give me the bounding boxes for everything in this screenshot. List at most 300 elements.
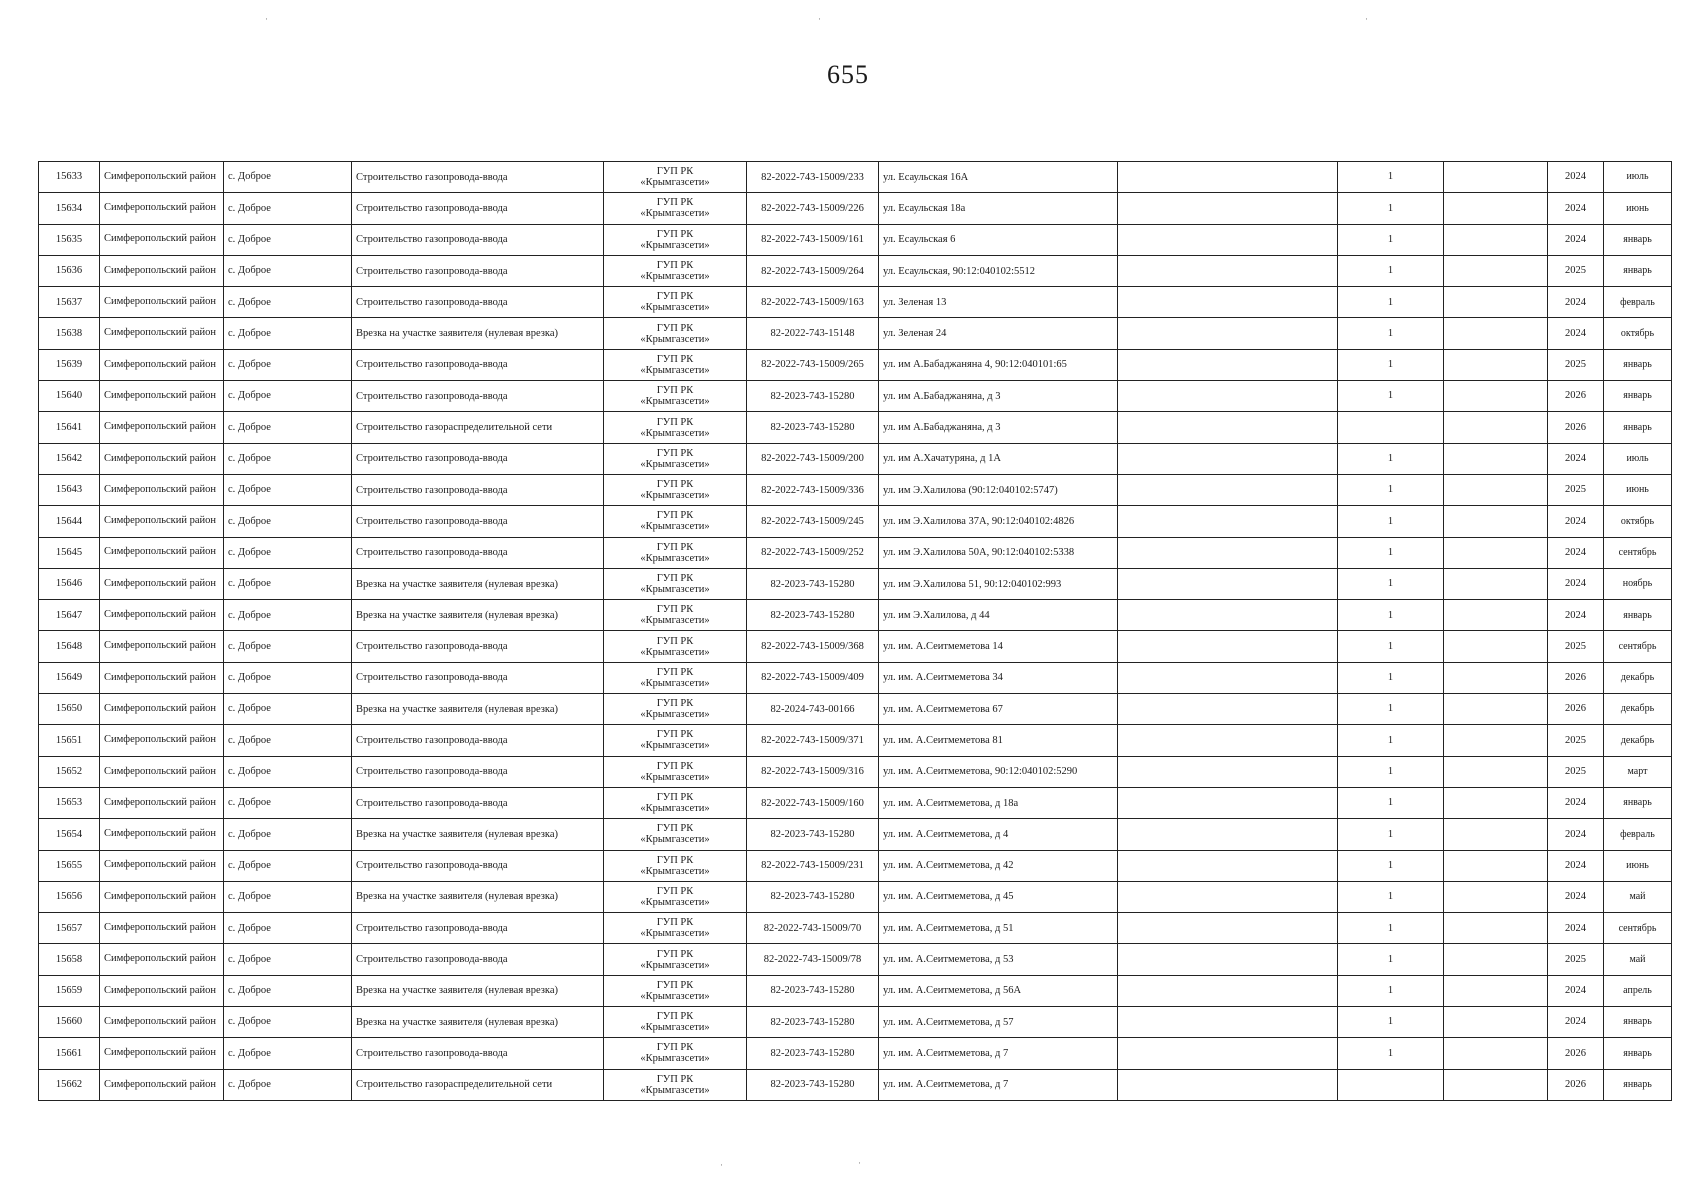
contract-number-cell: 82-2022-743-15009/160 bbox=[747, 787, 879, 818]
empty-cell bbox=[1444, 1069, 1548, 1100]
organization-name: ГУП РК bbox=[656, 573, 694, 584]
empty-cell bbox=[1444, 1007, 1548, 1038]
row-id-cell: 15657 bbox=[39, 913, 100, 944]
table-row bbox=[39, 631, 1672, 662]
district-cell: Симферопольский район bbox=[100, 662, 224, 693]
organization-name: ГУП РК bbox=[656, 166, 694, 178]
quantity-cell: 1 bbox=[1338, 381, 1444, 412]
settlement-cell: с. Доброе bbox=[224, 694, 352, 725]
empty-cell bbox=[1118, 756, 1338, 787]
contract-number-cell: 82-2023-743-15280 bbox=[747, 600, 879, 631]
settlement-cell: с. Доброе bbox=[224, 881, 352, 912]
organization-cell bbox=[604, 756, 747, 787]
contract-number-cell: 82-2023-743-15280 bbox=[747, 1007, 879, 1038]
month-cell: март bbox=[1604, 756, 1672, 787]
organization-cell bbox=[604, 944, 747, 975]
contract-number-cell: 82-2023-743-15280 bbox=[747, 381, 879, 412]
year-cell: 2025 bbox=[1548, 725, 1604, 756]
table-body bbox=[39, 162, 1672, 1101]
organization-name: ГУП РК bbox=[656, 948, 694, 960]
month-cell: февраль bbox=[1604, 819, 1672, 850]
address-cell: ул. им А.Бабаджаняна, д 3 bbox=[879, 381, 1118, 412]
organization-name: ГУП РК bbox=[656, 228, 694, 240]
table-row bbox=[39, 162, 1672, 193]
contract-number-cell: 82-2024-743-00166 bbox=[747, 694, 879, 725]
year-cell: 2026 bbox=[1548, 381, 1604, 412]
empty-cell bbox=[1118, 224, 1338, 255]
address-cell: ул. им. А.Сеитмеметова, д 18а bbox=[879, 787, 1118, 818]
empty-cell bbox=[1444, 913, 1548, 944]
organization-company: «Крымгазсети» bbox=[640, 584, 710, 595]
quantity-cell: 1 bbox=[1338, 568, 1444, 599]
month-cell: июнь bbox=[1604, 474, 1672, 505]
work-type-cell: Строительство газопровода-ввода bbox=[352, 506, 604, 537]
settlement-cell: с. Доброе bbox=[224, 193, 352, 224]
organization-cell bbox=[604, 287, 747, 318]
empty-cell bbox=[1444, 881, 1548, 912]
year-cell: 2024 bbox=[1548, 1007, 1604, 1038]
organization-company: «Крымгазсети» bbox=[640, 928, 710, 940]
organization-cell bbox=[604, 255, 747, 286]
organization-cell bbox=[604, 1069, 747, 1100]
table-row bbox=[39, 381, 1672, 412]
organization-cell bbox=[604, 318, 747, 349]
work-type-cell: Строительство газопровода-ввода bbox=[352, 850, 604, 881]
contract-number-cell: 82-2022-743-15009/252 bbox=[747, 537, 879, 568]
year-cell: 2024 bbox=[1548, 537, 1604, 568]
contract-number-cell: 82-2022-743-15009/371 bbox=[747, 725, 879, 756]
work-type-cell: Строительство газопровода-ввода bbox=[352, 787, 604, 818]
contract-number-cell: 82-2022-743-15009/368 bbox=[747, 631, 879, 662]
organization-name: ГУП РК bbox=[656, 698, 694, 710]
work-type-cell: Строительство газопровода-ввода bbox=[352, 631, 604, 662]
settlement-cell: с. Доброе bbox=[224, 1069, 352, 1100]
row-id-cell: 15661 bbox=[39, 1038, 100, 1069]
organization-company: «Крымгазсети» bbox=[640, 646, 710, 658]
district-cell: Симферопольский район bbox=[100, 725, 224, 756]
organization-cell bbox=[604, 725, 747, 756]
settlement-cell: с. Доброе bbox=[224, 255, 352, 286]
quantity-cell: 1 bbox=[1338, 881, 1444, 912]
empty-cell bbox=[1118, 474, 1338, 505]
empty-cell bbox=[1444, 1038, 1548, 1069]
month-cell: январь bbox=[1604, 1069, 1672, 1100]
empty-cell bbox=[1118, 819, 1338, 850]
quantity-cell: 1 bbox=[1338, 913, 1444, 944]
work-type-cell: Строительство газопровода-ввода bbox=[352, 944, 604, 975]
work-type-cell: Строительство газопровода-ввода bbox=[352, 287, 604, 318]
table-row bbox=[39, 506, 1672, 537]
empty-cell bbox=[1118, 255, 1338, 286]
contract-number-cell: 82-2023-743-15280 bbox=[747, 819, 879, 850]
empty-cell bbox=[1118, 287, 1338, 318]
empty-cell bbox=[1118, 881, 1338, 912]
month-cell: июль bbox=[1604, 443, 1672, 474]
organization-company: «Крымгазсети» bbox=[640, 803, 710, 815]
organization-name: ГУП РК bbox=[656, 353, 694, 365]
district-cell: Симферопольский район bbox=[100, 1007, 224, 1038]
page-number: 655 bbox=[827, 60, 869, 89]
organization-name: ГУП РК bbox=[656, 760, 694, 772]
organization-cell bbox=[604, 787, 747, 818]
organization-company: «Крымгазсети» bbox=[640, 677, 710, 689]
row-id-cell: 15642 bbox=[39, 443, 100, 474]
district-cell: Симферопольский район bbox=[100, 381, 224, 412]
table-row bbox=[39, 349, 1672, 380]
organization-name: ГУП РК bbox=[656, 479, 694, 491]
year-cell: 2024 bbox=[1548, 162, 1604, 193]
address-cell: ул. им Э.Халилова 51, 90:12:040102:993 bbox=[879, 568, 1118, 599]
empty-cell bbox=[1118, 787, 1338, 818]
empty-cell bbox=[1118, 1069, 1338, 1100]
organization-company: «Крымгазсети» bbox=[640, 177, 710, 189]
empty-cell bbox=[1444, 819, 1548, 850]
organization-cell bbox=[604, 412, 747, 443]
organization-name: ГУП РК bbox=[656, 322, 694, 334]
organization-cell bbox=[604, 381, 747, 412]
year-cell: 2026 bbox=[1548, 662, 1604, 693]
table-row bbox=[39, 537, 1672, 568]
month-cell: январь bbox=[1604, 600, 1672, 631]
organization-cell bbox=[604, 850, 747, 881]
organization-company: «Крымгазсети» bbox=[640, 1084, 710, 1096]
settlement-cell: с. Доброе bbox=[224, 787, 352, 818]
work-type-cell: Строительство газораспределительной сети bbox=[352, 1069, 604, 1100]
address-cell: ул. им. А.Сеитмеметова 81 bbox=[879, 725, 1118, 756]
row-id-cell: 15655 bbox=[39, 850, 100, 881]
table-row bbox=[39, 287, 1672, 318]
settlement-cell: с. Доброе bbox=[224, 1038, 352, 1069]
settlement-cell: с. Доброе bbox=[224, 443, 352, 474]
district-cell: Симферопольский район bbox=[100, 287, 224, 318]
table-row bbox=[39, 662, 1672, 693]
organization-cell bbox=[604, 881, 747, 912]
settlement-cell: с. Доброе bbox=[224, 318, 352, 349]
work-type-cell: Строительство газопровода-ввода bbox=[352, 725, 604, 756]
year-cell: 2025 bbox=[1548, 255, 1604, 286]
month-cell: декабрь bbox=[1604, 725, 1672, 756]
year-cell: 2024 bbox=[1548, 819, 1604, 850]
empty-cell bbox=[1444, 506, 1548, 537]
month-cell: июнь bbox=[1604, 193, 1672, 224]
settlement-cell: с. Доброе bbox=[224, 662, 352, 693]
work-type-cell: Врезка на участке заявителя (нулевая врезка) bbox=[352, 568, 604, 599]
district-cell: Симферопольский район bbox=[100, 412, 224, 443]
address-cell: ул. им. А.Сеитмеметова 67 bbox=[879, 694, 1118, 725]
row-id-cell: 15644 bbox=[39, 506, 100, 537]
organization-company: «Крымгазсети» bbox=[640, 239, 710, 251]
district-cell: Симферопольский район bbox=[100, 537, 224, 568]
row-id-cell: 15649 bbox=[39, 662, 100, 693]
district-cell: Симферопольский район bbox=[100, 162, 224, 193]
row-id-cell: 15635 bbox=[39, 224, 100, 255]
table-row bbox=[39, 787, 1672, 818]
district-cell: Симферопольский район bbox=[100, 568, 224, 599]
district-cell: Симферопольский район bbox=[100, 975, 224, 1006]
organization-company: «Крымгазсети» bbox=[640, 364, 710, 376]
contract-number-cell: 82-2022-743-15148 bbox=[747, 318, 879, 349]
settlement-cell: с. Доброе bbox=[224, 224, 352, 255]
empty-cell bbox=[1118, 506, 1338, 537]
quantity-cell: 1 bbox=[1338, 287, 1444, 318]
work-type-cell: Врезка на участке заявителя (нулевая врезка) bbox=[352, 600, 604, 631]
scan-speck: · bbox=[858, 1158, 861, 1168]
work-type-cell: Строительство газопровода-ввода bbox=[352, 474, 604, 505]
year-cell: 2024 bbox=[1548, 975, 1604, 1006]
empty-cell bbox=[1118, 850, 1338, 881]
address-cell: ул. им Э.Халилова 37А, 90:12:040102:4826 bbox=[879, 506, 1118, 537]
month-cell: январь bbox=[1604, 787, 1672, 818]
organization-company: «Крымгазсети» bbox=[640, 521, 710, 533]
district-cell: Симферопольский район bbox=[100, 1069, 224, 1100]
district-cell: Симферопольский район bbox=[100, 913, 224, 944]
quantity-cell: 1 bbox=[1338, 349, 1444, 380]
district-cell: Симферопольский район bbox=[100, 349, 224, 380]
organization-company: «Крымгазсети» bbox=[640, 865, 710, 877]
month-cell: сентябрь bbox=[1604, 913, 1672, 944]
organization-company: «Крымгазсети» bbox=[640, 427, 710, 439]
organization-cell bbox=[604, 913, 747, 944]
settlement-cell: с. Доброе bbox=[224, 756, 352, 787]
organization-company: «Крымгазсети» bbox=[640, 396, 710, 408]
organization-cell bbox=[604, 600, 747, 631]
scan-speck: · bbox=[265, 14, 268, 24]
organization-cell bbox=[604, 537, 747, 568]
settlement-cell: с. Доброе bbox=[224, 412, 352, 443]
district-cell: Симферопольский район bbox=[100, 694, 224, 725]
empty-cell bbox=[1118, 694, 1338, 725]
organization-cell bbox=[604, 1038, 747, 1069]
row-id-cell: 15638 bbox=[39, 318, 100, 349]
row-id-cell: 15660 bbox=[39, 1007, 100, 1038]
organization-name: ГУП РК bbox=[656, 666, 694, 678]
district-cell: Симферопольский район bbox=[100, 318, 224, 349]
empty-cell bbox=[1444, 162, 1548, 193]
quantity-cell: 1 bbox=[1338, 694, 1444, 725]
row-id-cell: 15651 bbox=[39, 725, 100, 756]
address-cell: ул. им Э.Халилова 50А, 90:12:040102:5338 bbox=[879, 537, 1118, 568]
organization-cell bbox=[604, 975, 747, 1006]
organization-name: ГУП РК bbox=[656, 1042, 694, 1054]
year-cell: 2024 bbox=[1548, 787, 1604, 818]
empty-cell bbox=[1118, 537, 1338, 568]
contract-number-cell: 82-2023-743-15280 bbox=[747, 881, 879, 912]
organization-cell bbox=[604, 694, 747, 725]
contract-number-cell: 82-2022-743-15009/161 bbox=[747, 224, 879, 255]
contract-number-cell: 82-2022-743-15009/264 bbox=[747, 255, 879, 286]
quantity-cell: 1 bbox=[1338, 631, 1444, 662]
quantity-cell: 1 bbox=[1338, 944, 1444, 975]
empty-cell bbox=[1444, 443, 1548, 474]
month-cell: январь bbox=[1604, 412, 1672, 443]
organization-company: «Крымгазсети» bbox=[640, 834, 710, 846]
empty-cell bbox=[1118, 193, 1338, 224]
organization-name: ГУП РК bbox=[656, 979, 694, 991]
district-cell: Симферопольский район bbox=[100, 193, 224, 224]
address-cell: ул. им. А.Сеитмеметова, 90:12:040102:5290 bbox=[879, 756, 1118, 787]
empty-cell bbox=[1444, 568, 1548, 599]
year-cell: 2026 bbox=[1548, 412, 1604, 443]
year-cell: 2025 bbox=[1548, 349, 1604, 380]
district-cell: Симферопольский район bbox=[100, 224, 224, 255]
contract-number-cell: 82-2023-743-15280 bbox=[747, 975, 879, 1006]
quantity-cell: 1 bbox=[1338, 318, 1444, 349]
work-type-cell: Строительство газораспределительной сети bbox=[352, 412, 604, 443]
settlement-cell: с. Доброе bbox=[224, 537, 352, 568]
organization-cell bbox=[604, 443, 747, 474]
contract-number-cell: 82-2022-743-15009/231 bbox=[747, 850, 879, 881]
settlement-cell: с. Доброе bbox=[224, 381, 352, 412]
address-cell: ул. Есаульская 6 bbox=[879, 224, 1118, 255]
table-row bbox=[39, 318, 1672, 349]
address-cell: ул. Зеленая 24 bbox=[879, 318, 1118, 349]
organization-name: ГУП РК bbox=[656, 729, 694, 741]
settlement-cell: с. Доброе bbox=[224, 725, 352, 756]
organization-company: «Крымгазсети» bbox=[640, 771, 710, 783]
month-cell: сентябрь bbox=[1604, 537, 1672, 568]
empty-cell bbox=[1444, 756, 1548, 787]
quantity-cell: 1 bbox=[1338, 850, 1444, 881]
year-cell: 2026 bbox=[1548, 1069, 1604, 1100]
table-row bbox=[39, 850, 1672, 881]
work-type-cell: Врезка на участке заявителя (нулевая врезка) bbox=[352, 694, 604, 725]
work-type-cell: Врезка на участке заявителя (нулевая врезка) bbox=[352, 881, 604, 912]
row-id-cell: 15658 bbox=[39, 944, 100, 975]
organization-company: «Крымгазсети» bbox=[640, 1053, 710, 1065]
address-cell: ул. им. А.Сеитмеметова 14 bbox=[879, 631, 1118, 662]
district-cell: Симферопольский район bbox=[100, 850, 224, 881]
contract-number-cell: 82-2022-743-15009/336 bbox=[747, 474, 879, 505]
month-cell: январь bbox=[1604, 224, 1672, 255]
organization-cell bbox=[604, 662, 747, 693]
empty-cell bbox=[1118, 318, 1338, 349]
month-cell: сентябрь bbox=[1604, 631, 1672, 662]
quantity-cell: 1 bbox=[1338, 787, 1444, 818]
organization-cell bbox=[604, 193, 747, 224]
work-type-cell: Врезка на участке заявителя (нулевая врезка) bbox=[352, 318, 604, 349]
district-cell: Симферопольский район bbox=[100, 819, 224, 850]
year-cell: 2026 bbox=[1548, 1038, 1604, 1069]
organization-company: «Крымгазсети» bbox=[640, 271, 710, 283]
quantity-cell: 1 bbox=[1338, 1007, 1444, 1038]
organization-company: «Крымгазсети» bbox=[640, 990, 710, 1002]
empty-cell bbox=[1444, 412, 1548, 443]
month-cell: январь bbox=[1604, 381, 1672, 412]
contract-number-cell: 82-2022-743-15009/245 bbox=[747, 506, 879, 537]
row-id-cell: 15634 bbox=[39, 193, 100, 224]
address-cell: ул. им Э.Халилова, д 44 bbox=[879, 600, 1118, 631]
work-type-cell: Строительство газопровода-ввода bbox=[352, 381, 604, 412]
settlement-cell: с. Доброе bbox=[224, 474, 352, 505]
row-id-cell: 15659 bbox=[39, 975, 100, 1006]
address-cell: ул. им А.Хачатуряна, д 1А bbox=[879, 443, 1118, 474]
month-cell: октябрь bbox=[1604, 506, 1672, 537]
organization-company: «Крымгазсети» bbox=[640, 709, 710, 721]
organization-company: «Крымгазсети» bbox=[640, 1022, 710, 1034]
month-cell: май bbox=[1604, 944, 1672, 975]
year-cell: 2024 bbox=[1548, 600, 1604, 631]
empty-cell bbox=[1444, 537, 1548, 568]
district-cell: Симферопольский район bbox=[100, 443, 224, 474]
organization-name: ГУП РК bbox=[656, 635, 694, 647]
quantity-cell: 1 bbox=[1338, 537, 1444, 568]
table-row bbox=[39, 412, 1672, 443]
year-cell: 2024 bbox=[1548, 193, 1604, 224]
month-cell: июль bbox=[1604, 162, 1672, 193]
settlement-cell: с. Доброе bbox=[224, 975, 352, 1006]
table-row bbox=[39, 756, 1672, 787]
table-row bbox=[39, 1069, 1672, 1100]
address-cell: ул. им. А.Сеитмеметова, д 7 bbox=[879, 1038, 1118, 1069]
work-type-cell: Врезка на участке заявителя (нулевая врезка) bbox=[352, 975, 604, 1006]
organization-company: «Крымгазсети» bbox=[640, 896, 710, 908]
organization-name: ГУП РК bbox=[656, 823, 694, 835]
address-cell: ул. им. А.Сеитмеметова, д 42 bbox=[879, 850, 1118, 881]
year-cell: 2024 bbox=[1548, 913, 1604, 944]
row-id-cell: 15633 bbox=[39, 162, 100, 193]
organization-name: ГУП РК bbox=[656, 1011, 694, 1023]
empty-cell bbox=[1118, 600, 1338, 631]
organization-cell bbox=[604, 819, 747, 850]
organization-cell bbox=[604, 506, 747, 537]
table-row bbox=[39, 474, 1672, 505]
works-table bbox=[38, 161, 1671, 1101]
table-row bbox=[39, 1038, 1672, 1069]
empty-cell bbox=[1444, 318, 1548, 349]
quantity-cell: 1 bbox=[1338, 255, 1444, 286]
organization-name: ГУП РК bbox=[656, 447, 694, 459]
work-type-cell: Строительство газопровода-ввода bbox=[352, 913, 604, 944]
settlement-cell: с. Доброе bbox=[224, 1007, 352, 1038]
row-id-cell: 15648 bbox=[39, 631, 100, 662]
scan-speck: · bbox=[1365, 14, 1368, 24]
organization-name: ГУП РК bbox=[656, 541, 694, 553]
year-cell: 2024 bbox=[1548, 850, 1604, 881]
empty-cell bbox=[1444, 694, 1548, 725]
quantity-cell bbox=[1338, 412, 1444, 443]
empty-cell bbox=[1118, 381, 1338, 412]
table-row bbox=[39, 224, 1672, 255]
district-cell: Симферопольский район bbox=[100, 881, 224, 912]
empty-cell bbox=[1444, 349, 1548, 380]
settlement-cell: с. Доброе bbox=[224, 162, 352, 193]
contract-number-cell: 82-2022-743-15009/163 bbox=[747, 287, 879, 318]
organization-name: ГУП РК bbox=[656, 885, 694, 897]
address-cell: ул. им Э.Халилова (90:12:040102:5747) bbox=[879, 474, 1118, 505]
district-cell: Симферопольский район bbox=[100, 474, 224, 505]
work-type-cell: Строительство газопровода-ввода bbox=[352, 255, 604, 286]
empty-cell bbox=[1118, 975, 1338, 1006]
address-cell: ул. им А.Бабаджаняна 4, 90:12:040101:65 bbox=[879, 349, 1118, 380]
empty-cell bbox=[1118, 944, 1338, 975]
address-cell: ул. Есаульская 18а bbox=[879, 193, 1118, 224]
address-cell: ул. Есаульская 16А bbox=[879, 162, 1118, 193]
empty-cell bbox=[1444, 224, 1548, 255]
work-type-cell: Строительство газопровода-ввода bbox=[352, 756, 604, 787]
work-type-cell: Строительство газопровода-ввода bbox=[352, 193, 604, 224]
settlement-cell: с. Доброе bbox=[224, 631, 352, 662]
row-id-cell: 15647 bbox=[39, 600, 100, 631]
empty-cell bbox=[1444, 381, 1548, 412]
contract-number-cell: 82-2022-743-15009/78 bbox=[747, 944, 879, 975]
table-row bbox=[39, 944, 1672, 975]
empty-cell bbox=[1444, 474, 1548, 505]
empty-cell bbox=[1118, 412, 1338, 443]
quantity-cell: 1 bbox=[1338, 975, 1444, 1006]
month-cell: декабрь bbox=[1604, 662, 1672, 693]
address-cell: ул. им. А.Сеитмеметова, д 53 bbox=[879, 944, 1118, 975]
empty-cell bbox=[1118, 443, 1338, 474]
